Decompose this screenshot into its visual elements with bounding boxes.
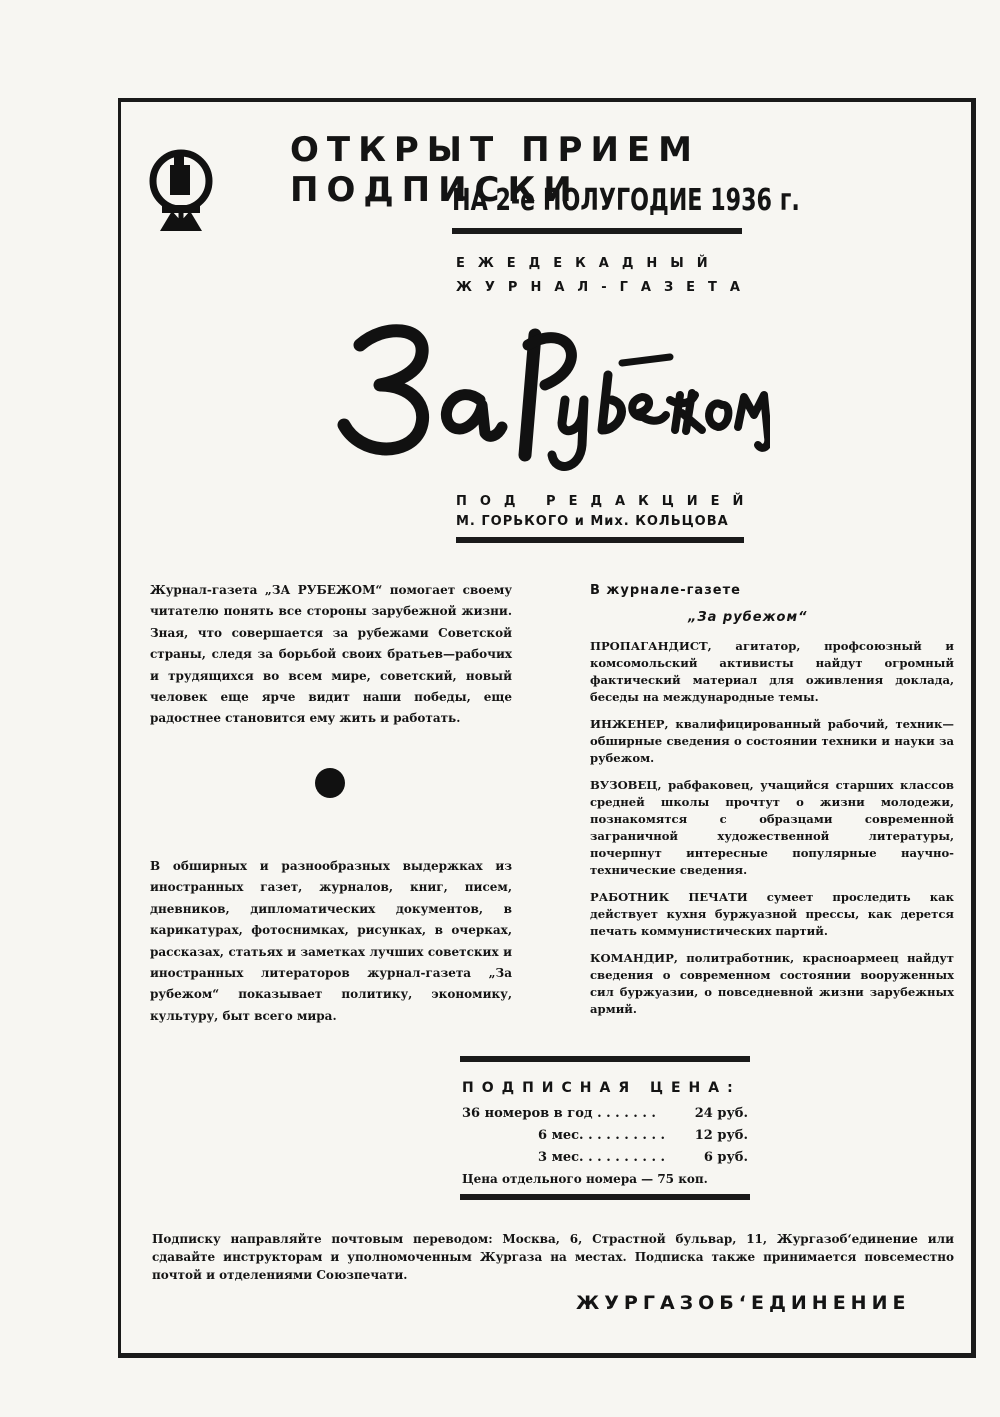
list-item: ВУЗОВЕЦ, рабфаковец, учащийся старших классов средней школы прочтут о жизни молодежи, познакомятся с образцами современной заграничной художественной литературы, почерпнут интересные популярные научно-технические сведения.: [590, 778, 954, 877]
single-issue-price: Цена отдельного номера — 75 коп.: [462, 1172, 708, 1186]
price-row: 3 мес. . . . . . . . . . 6 руб.: [538, 1150, 748, 1165]
price-rule-bottom: [460, 1194, 750, 1200]
publisher-logo-icon: [148, 145, 214, 231]
list-item: ПРОПАГАНДИСТ, агитатор, профсоюзный и комсомольский активисты найдут огромный фактический материал для оживления доклада, беседы на международные темы.: [590, 639, 954, 704]
masthead-title: [330, 305, 770, 485]
list-item: КОМАНДИР, политработник, красноармеец найдут сведения о современном состоянии вооруженных сил буржуазии, о повседневной жизни зарубежных армий.: [590, 951, 954, 1016]
editors-rule: [456, 537, 744, 543]
right-subheading: „За рубежом“: [688, 610, 808, 625]
publisher-name: ЖУРГАЗОБ‘ЕДИНЕНИЕ: [576, 1292, 911, 1314]
editors: М. ГОРЬКОГО и Мих. КОЛЬЦОВА: [456, 514, 729, 529]
price-row: 36 номеров в год . . . . . . . 24 руб.: [462, 1106, 748, 1121]
audience-list: [590, 638, 954, 1028]
bullet-dot-icon: [315, 768, 345, 798]
editorship-label: ПОД РЕДАКЦИЕЙ: [456, 494, 757, 509]
price-row: 6 мес. . . . . . . . . . 12 руб.: [538, 1128, 748, 1143]
price-rule-top: [460, 1056, 750, 1062]
list-item: ИНЖЕНЕР, квалифицированный рабочий, техник—обширные сведения о состоянии техники и науки за рубежом.: [590, 717, 954, 765]
list-item: РАБОТНИК ПЕЧАТИ сумеет проследить как действует кухня буржуазной прессы, как дерется печать коммунистических партий.: [590, 890, 954, 938]
price-title: ПОДПИСНАЯ ЦЕНА:: [462, 1080, 741, 1096]
headline: ОТКРЫТ ПРИЕМ ПОДПИСКИ: [290, 130, 700, 210]
subscription-note: Подписку направляйте почтовым переводом: Москва, 6, Страстной бульвар, 11, Жургазоб‘единение или сдавайте инструкторам и уполномоченным Жургаза на местах. Подписка также принимается повсеместно почтой и отделениями Союзпечати.: [152, 1232, 954, 1282]
frequency-label: ЕЖЕДЕКАДНЫЙ: [456, 256, 721, 271]
right-heading: В журнале-газете: [590, 583, 741, 598]
subheadline: НА 2-е ПОЛУГОДИЕ 1936 г.: [452, 183, 800, 218]
subheadline-rule: [452, 228, 742, 234]
contents-paragraph: В обширных и разнообразных выдержках из иностранных газет, журналов, книг, писем, дневников, дипломатических документов, в карикатурах, фотоснимках, рисунках, в очерках, рассказах, статьях и заметках лучших советских и иностранных литераторов журнал-газета „За рубежом“ показывает политику, экономику, культуру, быт всего мира.: [150, 859, 512, 1023]
intro-paragraph: Журнал-газета „ЗА РУБЕЖОМ“ помогает своему читателю понять все стороны зарубежной жизни. Зная, что совершается за рубежами Советской страны, следя за борьбой своих братьев—рабочих и трудящихся во всем мире, советский, новый человек еще ярче видит наши победы, еще радостнее становится ему жить и работать.: [150, 583, 512, 726]
price-table: [462, 1106, 748, 1194]
kind-label: ЖУРНАЛ-ГАЗЕТА: [456, 280, 753, 295]
